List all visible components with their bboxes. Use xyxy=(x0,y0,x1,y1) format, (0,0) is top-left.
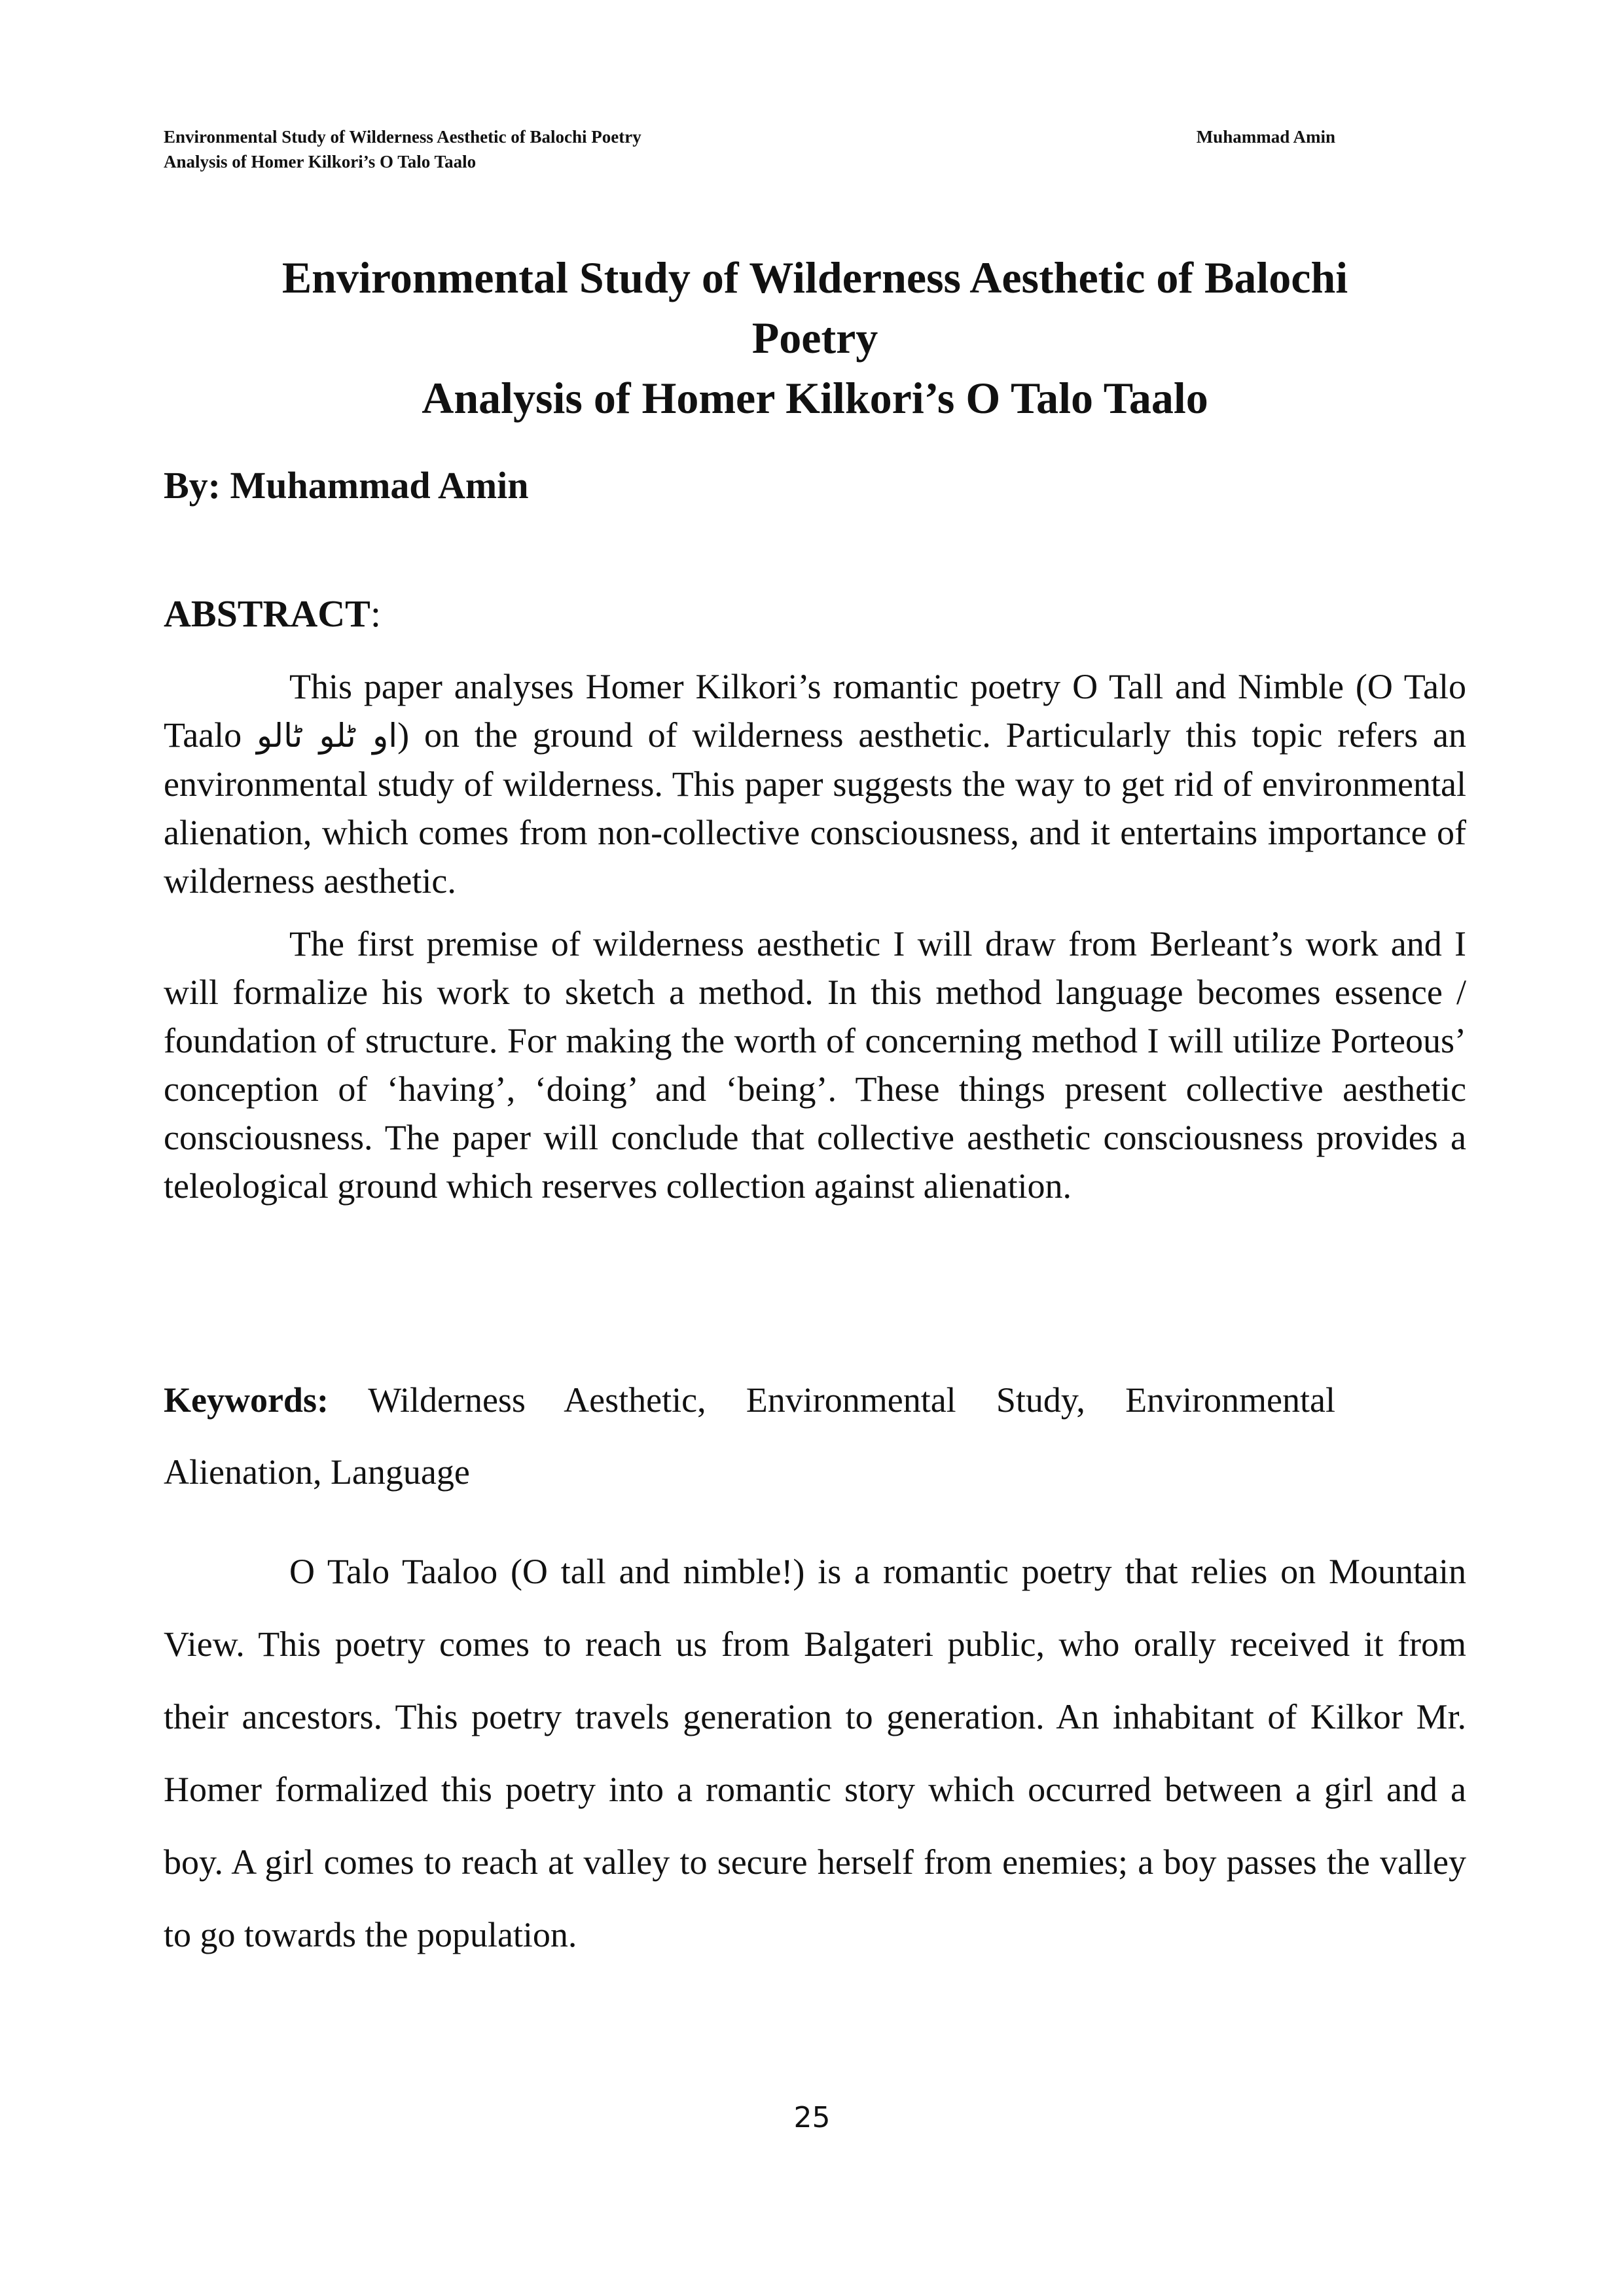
abstract-body xyxy=(164,662,1466,1210)
abstract-heading xyxy=(164,588,381,640)
keywords-label: Keywords: xyxy=(164,1380,329,1420)
title-line2: Poetry xyxy=(751,313,878,363)
title-line3: Analysis of Homer Kilkori’s O Talo Taalo xyxy=(422,373,1208,423)
keywords-text: Wilderness Aesthetic, Environmental Study, Environmental Alienation, Language xyxy=(164,1380,1335,1492)
paper-title xyxy=(164,247,1466,428)
abstract-p1-lead: This paper analyses Homer Kilkori’s romantic poetry O Tall and Nimble (O Talo Taalo xyxy=(164,667,1466,755)
title-line1: Environmental Study of Wilderness Aesthetic of Balochi xyxy=(281,253,1348,302)
abstract-paragraph-1 xyxy=(164,662,1466,905)
header-author: Muhammad Amin xyxy=(1196,127,1335,147)
header-title-line2: Analysis of Homer Kilkori’s O Talo Taalo xyxy=(164,152,477,171)
header-title-line1: Environmental Study of Wilderness Aesthetic of Balochi Poetry xyxy=(164,127,641,147)
abstract-p1-rest: ) on the ground of wilderness aesthetic. Particularly this topic refers an environmental study of wilderness. This paper suggests the way to get rid of environmental alienation, which comes from non-collective consciousness, and it entertains importance of wilderness aesthetic. xyxy=(164,715,1466,901)
abstract-heading-colon: : xyxy=(370,592,381,635)
urdu-title: او ٹلو ٹالو xyxy=(257,717,398,755)
abstract-paragraph-2: The first premise of wilderness aesthetic I will draw from Berleant’s work and I will formalize his work to sketch a method. In this method language becomes essence / foundation of structure. For making the worth of concerning method I will utilize Porteous’ conception of ‘having’, ‘doing’ and ‘being’. These things present collective aesthetic consciousness. The paper will conclude that collective aesthetic consciousness provides a teleological ground which reserves collection against alienation. xyxy=(164,924,1466,1206)
byline: By: Muhammad Amin xyxy=(164,464,529,507)
body-paragraph-1: O Talo Taaloo (O tall and nimble!) is a romantic poetry that relies on Mountain View. This poetry comes to reach us from Balgateri public, who orally received it from their ancestors. This poetry travels generation to generation. An inhabitant of Kilkor Mr. Homer formalized this poetry into a romantic story which occurred between a girl and a boy. A girl comes to reach at valley to secure herself from enemies; a boy passes the valley to go towards the population. xyxy=(164,1552,1466,1954)
keywords xyxy=(164,1364,1335,1508)
body-text xyxy=(164,1535,1466,1971)
page-number: 25 xyxy=(793,2101,831,2134)
abstract-heading-text: ABSTRACT xyxy=(164,592,370,635)
